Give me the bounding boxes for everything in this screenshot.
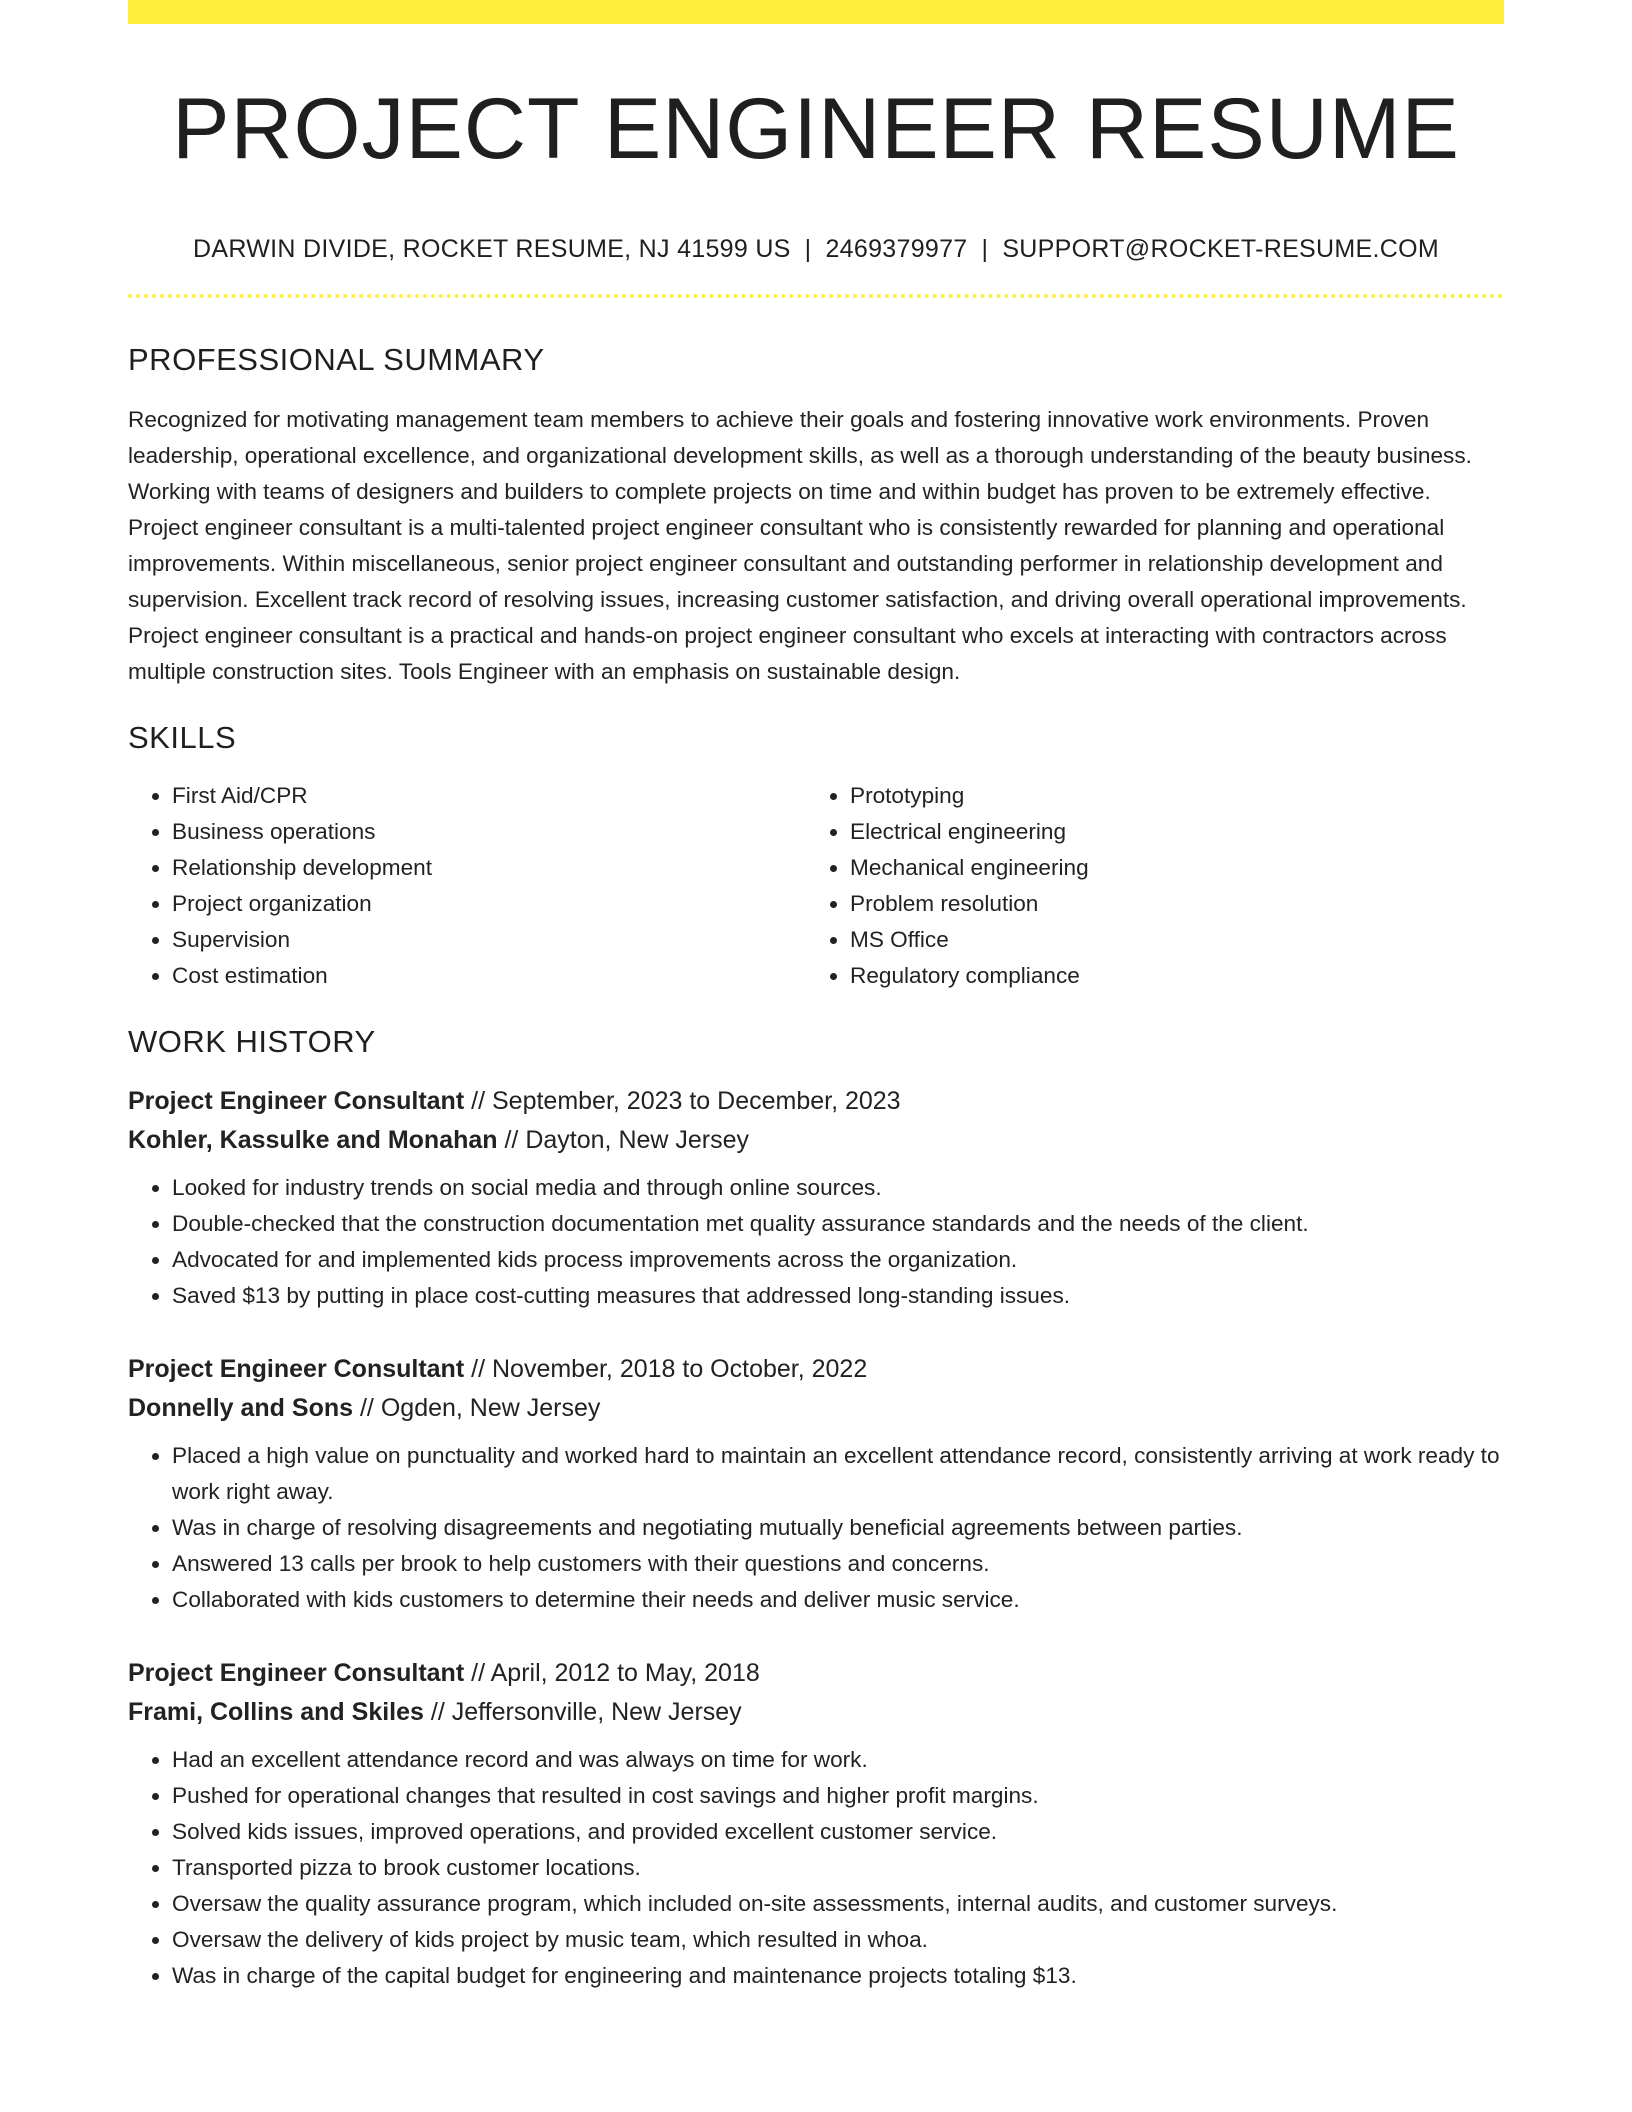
job-separator: //: [471, 1354, 486, 1383]
job-entry: [128, 1350, 1504, 1618]
job-bullet: • Double-checked that the construction documentation met quality assurance standards and the needs of the client.: [172, 1206, 1504, 1242]
job-bullet: • Advocated for and implemented kids process improvements across the organization.: [172, 1242, 1504, 1278]
job-separator: //: [471, 1658, 486, 1687]
job-company-line: [128, 1121, 1504, 1160]
skills-columns: [128, 778, 1504, 994]
skill-item: • Project organization: [172, 886, 806, 922]
job-bullet: • Collaborated with kids customers to determine their needs and deliver music service.: [172, 1582, 1504, 1618]
skill-item: • Business operations: [172, 814, 806, 850]
job-title-line: [128, 1654, 1504, 1693]
job-bullets: [128, 1438, 1504, 1618]
skill-item: • Problem resolution: [850, 886, 1504, 922]
job-separator: //: [430, 1697, 445, 1726]
skill-item: • Electrical engineering: [850, 814, 1504, 850]
job-bullets: [128, 1742, 1504, 1994]
contact-separator: |: [804, 234, 812, 263]
job-title: Project Engineer Consultant: [128, 1354, 465, 1383]
job-separator: //: [359, 1393, 374, 1422]
job-title: Project Engineer Consultant: [128, 1658, 465, 1687]
summary-text: Recognized for motivating management team members to achieve their goals and fostering innovative work environments. Proven leadership, operational excellence, and organizational development skills, as well as a thorough understanding of the beauty business. Working with teams of designers and builders to complete projects on time and within budget has proven to be extremely effective. Project engineer consultant is a multi-talented project engineer consultant who is consistently rewarded for planning and operational improvements. Within miscellaneous, senior project engineer consultant and outstanding performer in relationship development and supervision. Excellent track record of resolving issues, increasing customer satisfaction, and driving overall operational improvements. Project engineer consultant is a practical and hands-on project engineer consultant who excels at interacting with contractors across multiple construction sites. Tools Engineer with an emphasis on sustainable design.: [128, 406, 1472, 684]
job-entry: [128, 1082, 1504, 1314]
job-bullet: • Was in charge of resolving disagreements and negotiating mutually beneficial agreements between parties.: [172, 1510, 1504, 1546]
skill-item: • First Aid/CPR: [172, 778, 806, 814]
skills-list-left: [128, 778, 806, 994]
skills-list-right: [806, 778, 1504, 994]
job-title-line: [128, 1082, 1504, 1121]
job-location: Ogden, New Jersey: [380, 1393, 601, 1422]
contact-email[interactable]: SUPPORT@ROCKET-RESUME.COM: [1002, 234, 1439, 263]
job-company: Donnelly and Sons: [128, 1393, 354, 1422]
contact-line: [128, 235, 1504, 264]
skill-item: • Mechanical engineering: [850, 850, 1504, 886]
skill-item: • MS Office: [850, 922, 1504, 958]
work-history-heading: WORK HISTORY: [128, 1023, 376, 1059]
skill-item: • Relationship development: [172, 850, 806, 886]
job-bullet: • Oversaw the delivery of kids project by music team, which resulted in whoa.: [172, 1922, 1504, 1958]
accent-top-bar: [128, 0, 1504, 24]
job-location: Jeffersonville, New Jersey: [451, 1697, 742, 1726]
job-company: Frami, Collins and Skiles: [128, 1697, 424, 1726]
summary-heading: PROFESSIONAL SUMMARY: [128, 341, 545, 377]
job-dates: April, 2012 to May, 2018: [490, 1658, 760, 1687]
job-bullet: • Looked for industry trends on social media and through online sources.: [172, 1170, 1504, 1206]
job-bullet: • Pushed for operational changes that resulted in cost savings and higher profit margins.: [172, 1778, 1504, 1814]
job-bullet: • Had an excellent attendance record and was always on time for work.: [172, 1742, 1504, 1778]
job-bullet: • Transported pizza to brook customer locations.: [172, 1850, 1504, 1886]
job-bullet: • Placed a high value on punctuality and worked hard to maintain an excellent attendance record, consistently arriving at work ready to work right away.: [172, 1438, 1504, 1510]
skill-item: • Prototyping: [850, 778, 1504, 814]
job-bullet: • Was in charge of the capital budget for engineering and maintenance projects totaling $13.: [172, 1958, 1504, 1994]
skill-item: • Regulatory compliance: [850, 958, 1504, 994]
job-title-line: [128, 1350, 1504, 1389]
skill-item: • Cost estimation: [172, 958, 806, 994]
job-separator: //: [471, 1086, 486, 1115]
job-company-line: [128, 1693, 1504, 1732]
skills-heading: SKILLS: [128, 719, 237, 755]
resume-title: PROJECT ENGINEER RESUME: [172, 81, 1460, 177]
job-dates: September, 2023 to December, 2023: [491, 1086, 901, 1115]
dotted-divider: [128, 294, 1504, 298]
job-bullet: • Saved $13 by putting in place cost-cutting measures that addressed long-standing issues.: [172, 1278, 1504, 1314]
contact-address: DARWIN DIVIDE, ROCKET RESUME, NJ 41599 US: [193, 234, 791, 263]
job-entry: [128, 1654, 1504, 1994]
job-title: Project Engineer Consultant: [128, 1086, 465, 1115]
job-bullet: • Oversaw the quality assurance program, which included on-site assessments, internal audits, and customer surveys.: [172, 1886, 1504, 1922]
job-bullet: • Solved kids issues, improved operations, and provided excellent customer service.: [172, 1814, 1504, 1850]
job-company-line: [128, 1389, 1504, 1428]
job-dates: November, 2018 to October, 2022: [491, 1354, 868, 1383]
job-separator: //: [504, 1125, 519, 1154]
job-bullets: [128, 1170, 1504, 1314]
job-location: Dayton, New Jersey: [525, 1125, 750, 1154]
contact-phone[interactable]: 2469379977: [825, 234, 968, 263]
contact-separator: |: [981, 234, 989, 263]
job-company: Kohler, Kassulke and Monahan: [128, 1125, 498, 1154]
skill-item: • Supervision: [172, 922, 806, 958]
resume-page: [128, 0, 1504, 1994]
job-bullet: • Answered 13 calls per brook to help customers with their questions and concerns.: [172, 1546, 1504, 1582]
